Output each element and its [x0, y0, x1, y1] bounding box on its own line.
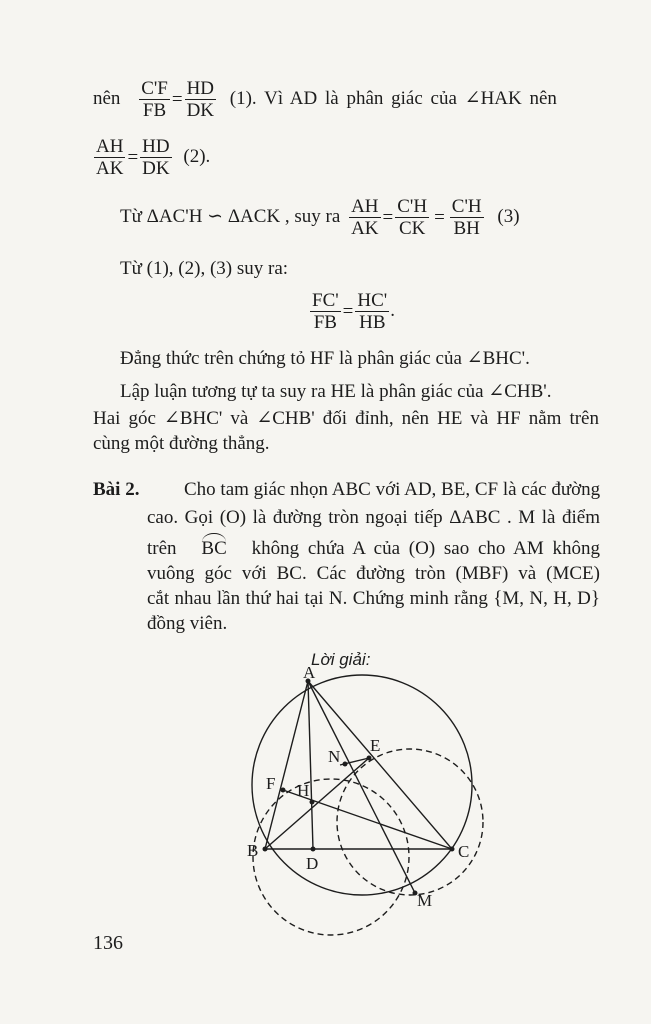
label-e: E	[370, 736, 381, 755]
text: nên	[93, 87, 121, 109]
circumcircle-o	[252, 675, 472, 895]
problem-label: Bài 2.	[93, 479, 140, 500]
text: Từ ΔAC'H ∽ ΔACK , suy ra	[120, 205, 341, 227]
point-d	[311, 847, 316, 852]
text: không chứa A của (O) sao cho AM không	[251, 538, 600, 559]
problem-line-2: cao. Gọi (O) là đường tròn ngoại tiếp ΔABC . M là điểm	[147, 507, 600, 528]
circle-mce	[337, 749, 483, 895]
numerator: C'F	[141, 78, 168, 99]
proof-line-8: Hai góc ∠BHC' và ∠CHB' đối đỉnh, nên HE và HF nằm trên	[93, 408, 599, 429]
denominator: DK	[186, 100, 215, 121]
proof-line-4: Từ (1), (2), (3) suy ra:	[120, 258, 289, 279]
label-d: D	[306, 854, 319, 873]
numerator: HD	[186, 78, 215, 99]
numerator: AH	[351, 196, 379, 217]
point-n	[343, 762, 348, 767]
point-b	[263, 847, 268, 852]
numerator: FC'	[312, 290, 339, 311]
denominator: DK	[142, 158, 170, 179]
problem-line-5: cắt nhau lần thứ hai tại N. Chứng minh rằng {M, N, H, D}	[147, 588, 600, 609]
altitude-ad	[308, 681, 313, 849]
proof-line-7: Lập luận tương tự ta suy ra HE là phân giác của ∠CHB'.	[120, 381, 552, 402]
label-b: B	[247, 841, 259, 860]
numerator: HD	[142, 136, 170, 157]
numerator: AH	[96, 136, 124, 157]
numerator: HC'	[357, 290, 388, 311]
solution-label: Lời giải:	[311, 650, 371, 669]
denominator: FB	[313, 312, 337, 333]
denominator: CK	[398, 218, 426, 239]
label-m: M	[417, 891, 433, 910]
label-h: H	[297, 781, 310, 800]
text: trên	[147, 538, 177, 559]
equals: =	[434, 206, 445, 228]
equals: =	[127, 146, 139, 168]
arc-notation: BC	[201, 538, 227, 559]
label-a: A	[303, 663, 316, 682]
text: .	[390, 299, 395, 321]
text: (1). Vì AD là phân giác của ∠HAK nên	[229, 87, 557, 109]
denominator: AK	[351, 218, 379, 239]
label-n: N	[328, 747, 341, 766]
numerator: C'H	[397, 196, 428, 217]
equals: =	[382, 206, 394, 228]
text: (3)	[497, 205, 520, 227]
numerator: C'H	[451, 196, 482, 217]
equals: =	[342, 300, 354, 322]
denominator: FB	[142, 100, 167, 121]
point-c	[450, 847, 455, 852]
equals: =	[171, 88, 183, 110]
text: (2).	[183, 145, 211, 167]
point-h	[310, 800, 315, 805]
label-f: F	[266, 774, 276, 793]
denominator: BH	[453, 218, 480, 239]
proof-line-6: Đẳng thức trên chứng tỏ HF là phân giác của ∠BHC'.	[120, 348, 530, 369]
problem-line-4: vuông góc với BC. Các đường tròn (MBF) và (MCE)	[147, 563, 600, 584]
denominator: AK	[96, 158, 124, 179]
proof-line-9: cùng một đường thẳng.	[93, 433, 270, 454]
problem-line-1: Cho tam giác nhọn ABC với AD, BE, CF là các đường	[184, 479, 601, 500]
label-c: C	[458, 842, 470, 861]
problem-line-6: đồng viên.	[147, 613, 228, 634]
page-number: 136	[93, 932, 123, 954]
denominator: HB	[359, 312, 386, 333]
point-f	[281, 788, 286, 793]
point-e	[367, 756, 372, 761]
